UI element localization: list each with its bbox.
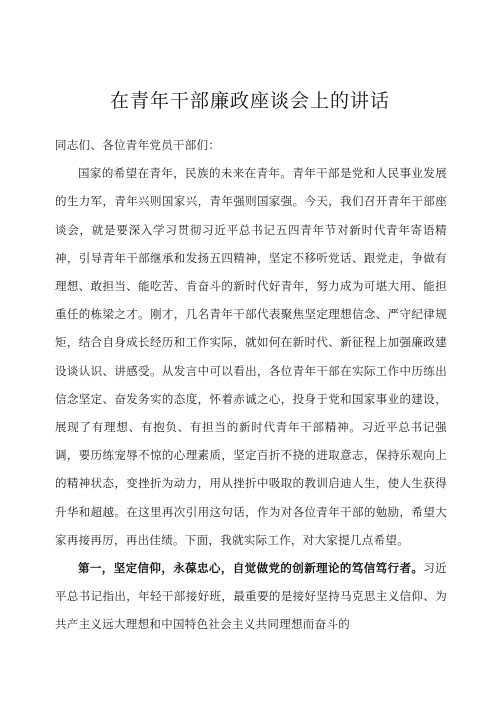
paragraph-2: [55, 554, 447, 639]
document-body: [55, 131, 447, 639]
document-title: 在青年干部廉政座谈会上的讲话: [109, 90, 390, 112]
salutation: 同志们、各位青年党员干部们：: [55, 138, 221, 152]
paragraph-1: 国家的希望在青年，民族的未来在青年。青年干部是党和人民事业发展的生力军，青年兴则国家兴，青年强则国家强。今天，我们召开青年干部座谈会，就是要深入学习贯彻习近平总书记五四青年节对新时代青年寄语精神，引导青年干部继承和发扬五四精神，坚定不移听党话、跟党走，争做有理想、敢担当、能吃苦、肯奋斗的新时代好青年，努力成为可堪大用、能担重任的栋梁之才。刚才，几名青年干部代表聚焦坚定理想信念、严守纪律规矩，结合自身成长经历和工作实际，就如何在新时代、新征程上加强廉政建设谈认识、讲感受。从发言中可以看出，各位青年干部在实际工作中历练出信念坚定、奋发务实的态度，怀着赤诚之心，投身于党和国家事业的建设，展现了有理想、有抱负、有担当的新时代青年干部精神。习近平总书记强调，要历练宠辱不惊的心理素质，坚定百折不挠的进取意志，保持乐观向上的精神状态，变挫折为动力，用从挫折中吸取的教训启迪人生，使人生获得升华和超越。在这里再次引用这句话，作为对各位青年干部的勉励，希望大家再接再厉，再出佳绩。下面，我就实际工作，对大家提几点希望。: [55, 166, 447, 547]
paragraph-2-lead: 第一，坚定信仰，永葆忠心，自觉做党的创新理论的笃信笃行者。: [78, 561, 424, 576]
paragraph-2-text: 习近平总书记指出，年轻干部接好班，最重要的是接好坚持马克思主义信仰、为共产主义远大理想和中国特色社会主义共同理想而奋斗的: [55, 561, 447, 632]
